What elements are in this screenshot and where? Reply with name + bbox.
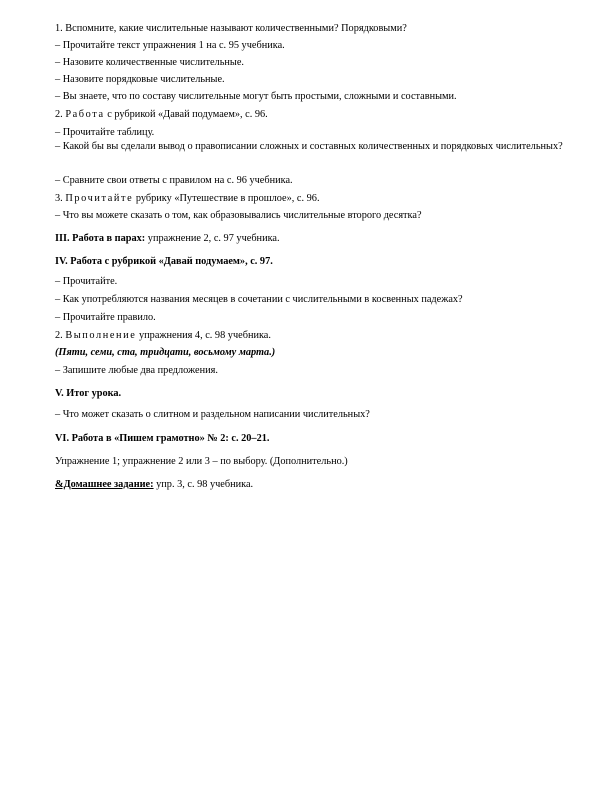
task-text: упражнения 4, с. 98 учебника. <box>139 330 271 341</box>
section-6-heading: VI. Работа в «Пишем грамотно» № 2: с. 20–21. <box>55 433 270 444</box>
task-number: 3. <box>55 193 63 204</box>
homework-text: упр. 3, с. 98 учебника. <box>153 479 254 490</box>
instruction-write: – Запишите любые два предложения. <box>55 365 218 376</box>
task-3-heading <box>55 192 320 206</box>
instruction-read-rule: – Прочитайте правило. <box>55 312 156 323</box>
question-1: 1. Вспомните, какие числительные называют количественными? Порядковыми? <box>55 23 407 34</box>
task-number: 2. <box>55 109 63 120</box>
task-keyword: Прочитайте <box>65 193 134 204</box>
exercises-choice: Упражнение 1; упражнение 2 или 3 – по выбору. (Дополнительно.) <box>55 456 348 467</box>
task-2b-heading <box>55 329 271 343</box>
homework <box>55 478 253 492</box>
instruction-compare: – Сравните свои ответы с правилом на с. 96 учебника. <box>55 175 293 186</box>
section-3-heading <box>55 232 280 246</box>
task-text: с рубрикой «Давай подумаем», с. 96. <box>107 109 268 120</box>
instruction-name-cardinal: – Назовите количественные числительные. <box>55 57 244 68</box>
instruction-read: – Прочитайте. <box>55 276 118 287</box>
statement-composition: – Вы знаете, что по составу числительные могут быть простыми, сложными и составными. <box>55 91 457 102</box>
question-conclusion: – Какой бы вы сделали вывод о правописании сложных и составных количественных и порядковых числительных? <box>55 141 563 152</box>
task-number: 2. <box>55 330 63 341</box>
task-keyword: Выполнение <box>65 330 137 341</box>
instruction-read-table: – Прочитайте таблицу. <box>55 127 155 138</box>
homework-label: &Домашнее задание: <box>55 479 154 490</box>
section-5-heading: V. Итог урока. <box>55 388 122 399</box>
section-text: упражнение 2, с. 97 учебника. <box>145 233 280 244</box>
question-second-decade: – Что вы можете сказать о том, как образовывались числительные второго десятка? <box>55 210 422 221</box>
instruction-read-ex1: – Прочитайте текст упражнения 1 на с. 95 учебника. <box>55 40 285 51</box>
section-4-heading: IV. Работа с рубрикой «Давай подумаем», с. 97. <box>55 256 273 267</box>
question-months: – Как употребляются названия месяцев в сочетании с числительными в косвенных падежах? <box>55 294 463 305</box>
instruction-name-ordinal: – Назовите порядковые числительные. <box>55 74 225 85</box>
task-keyword: Работа <box>65 109 105 120</box>
answer-example: (Пяти, семи, ста, тридцати, восьмому марта.) <box>55 347 276 358</box>
section-title: III. Работа в парах: <box>55 233 146 244</box>
task-2-heading <box>55 108 268 122</box>
task-text: рубрику «Путешествие в прошлое», с. 96. <box>135 193 320 204</box>
question-spelling: – Что может сказать о слитном и раздельном написании числительных? <box>55 409 370 420</box>
